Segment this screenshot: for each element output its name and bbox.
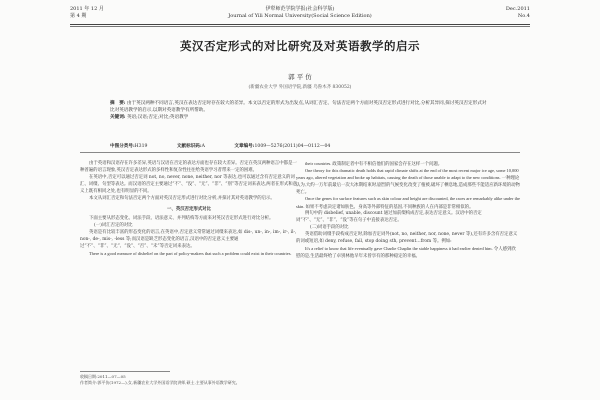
body-column-left <box>80 160 298 257</box>
classification-line <box>110 143 490 149</box>
english-example: One theory for this dramatic death holds that rapid climate shifts at the end of the most recent major ice age, some 10,000 years ago, altered vegetation and broke up habitats, causing the death of those unable to adapt to the new conditions. 一种理论认为,大约一万年前最后一次大冰期结束时,剧烈的气候变化改变了植被,破坏了栖息地,造成那些不能适应新环境的动物死亡。 <box>296 168 520 195</box>
subsection-heading: (二)词语手段的对比 <box>310 224 349 230</box>
subsection-text: 英语是有比较丰富的形态变化的语言,在英语中,否定意义常常通过词缀来表达,如 dis-, un-, in-, im-, ir-, il-, non-, de-, mis-, -less 等;而汉语是缺乏形态变化的语言,汉语中的否定意义主要通过“不”、“非”、“无”、“没”、“否”、“未”等否定词来表达。 <box>80 229 297 250</box>
header-right <box>506 6 530 19</box>
section-intro: 下面主要从形态变化、词法手段、语法意义、并列结构等方面来对英汉否定形式进行对比分析。 <box>89 215 274 221</box>
footnote-rule <box>80 371 170 372</box>
footnote-received: 收稿日期:2011—07—05 <box>80 374 126 379</box>
abstract-text: 由于英汉两种不同语言,英汉在表达否定时存在较大的差异。本文以否定的形式为出发点,从词汇否定、句法否定两个方面对英汉否定形式进行对比,分析其异同,探讨英汉否定形式对比对英语教学的启示,以期对英语教学有所帮助。 <box>110 101 487 114</box>
abstract-rule <box>80 152 520 153</box>
running-header <box>70 6 530 24</box>
author-affiliation: (新疆农业大学 外国语学院,新疆 乌鲁木齐 830052) <box>248 85 352 90</box>
keywords: 英语;汉语;否定;对比;英语教学 <box>126 115 189 121</box>
english-example: There is a good measure of disbelief on the part of policy-makers that such a problem could exist in their countries. <box>89 251 292 257</box>
header-date: 2011 年 12 月 <box>70 6 104 12</box>
english-example: It's a relief to know that life eventually gave Charlie Chaplin the stable happiness it had earlier denied him. 令人感到欣慰的是,生活最终给了卓别林他早年未曾享有的那种稳定的幸福。 <box>296 246 516 259</box>
journal-title-en: Journal of Yili Normal University(Social Science Edition) <box>228 12 372 19</box>
english-example: Once the genes for surface features such as skin colour and height are discounted, the races are remarkably alike under the skin. 如果不考虑决定诸如肤色、身高等外部特征的基因,不同种族的人在内部是非常相似的。 <box>296 196 520 209</box>
header-rule <box>70 24 530 25</box>
header-rule-thin <box>70 26 530 27</box>
header-journal <box>70 6 530 19</box>
journal-title-cn: 伊犁师范学院学报(社会科学版) <box>265 6 335 12</box>
header-date-en: Dec.2011 <box>505 6 530 12</box>
header-issue: 第 4 期 <box>70 12 87 19</box>
subsection-heading: (一)词汇否定的对比 <box>94 222 133 228</box>
analysis-paragraph: 例句中的 disbelief, unable, discount 通过加前缀构成否定,表达否定意义。汉语中的否定词“不”、“无”、“非”、“没”等在句子中直接表达否定。 <box>296 210 482 223</box>
section-heading: 一、英汉否定形式对比 <box>167 206 211 212</box>
footnote-bio: 作者简介:郭平仿(1972—),女,新疆农业大学外国语学院讲师,硕士,主要从事外语教学研究。 <box>80 380 240 385</box>
clc-number: 中图分类号:H319 <box>110 144 148 149</box>
header-issue-en: No.4 <box>517 12 530 19</box>
intro-paragraph: 在英语中,否定可以通过否定词 not, no, never, none, neither, nor 等表达,也可以通过含有否定意义的词汇、词缀、句型等表达。而汉语的否定主要通过“不”、“没”、“无”、“非”、“别”等否定词来表达,两者在形式和意义上既有相同之处,也有明显的不同。 <box>80 175 298 195</box>
article-number: 文章编号:1009—5276(2011)04—0112—04 <box>234 144 331 149</box>
abstract-label: 摘 要: <box>110 101 126 106</box>
article-title: 英汉否定形式的对比研究及对英语教学的启示 <box>180 39 420 53</box>
doc-code: 文献标识码:A <box>176 144 205 149</box>
subsection-text: 英语借助词缀手段构成否定时,除加否定词外(not, no, neither, nor, none, never 等),还有许多含有否定意义的词或短语,如 deny, refuse, fail, stop doing sth, prevent…from 等。例如: <box>296 231 518 245</box>
abstract-block <box>110 100 490 122</box>
author-name: 郭 平 仿 <box>288 73 312 81</box>
keywords-label: 关键词: <box>110 115 126 121</box>
intro-paragraph: 本文从词汇否定和句法否定两个方面对英汉否定形式进行对比分析,并探讨其对英语教学的启示。 <box>89 196 275 202</box>
intro-paragraph: 由于英语和汉语存在许多差异,英语与汉语在否定的表达方面也存在较大差异。否定在英汉两种语言中都是一种普遍的语言现象,英汉否定表达形式的多样性和复杂性往往给英语学习者带来一定的困难。 <box>80 161 297 174</box>
example-translation: their countries. 政策制定者中有不相信他们的国家会存在这样一个问题。 <box>305 161 443 166</box>
body-column-right <box>296 160 520 259</box>
